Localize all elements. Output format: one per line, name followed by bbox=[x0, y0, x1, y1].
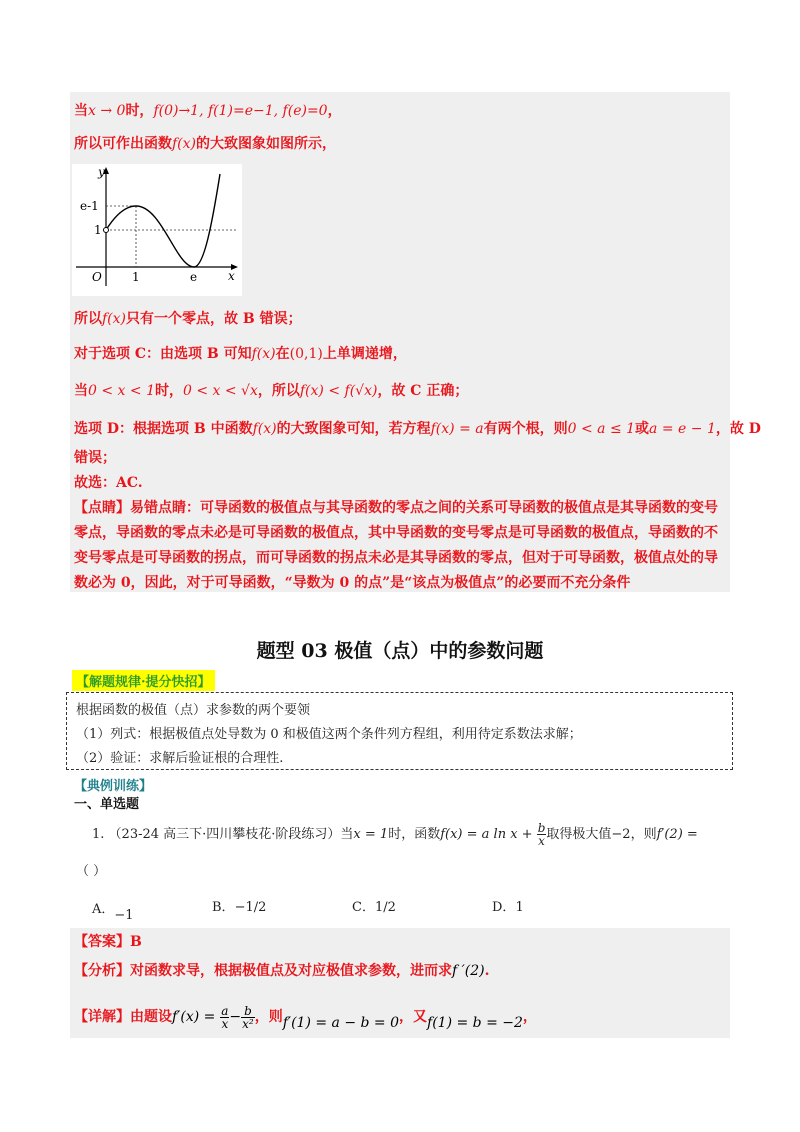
open-point bbox=[104, 228, 109, 233]
line-6: 选项 D：根据选项 B 中函数f(x)的大致图象可知，若方程f(x) = a有两个根，则0 < a ≤ 1或a = e − 1，故 D bbox=[74, 421, 761, 437]
tick-1-y: 1 bbox=[94, 223, 102, 237]
function-graph bbox=[72, 164, 242, 296]
detail-line: 【详解】由题设f′(x) = $\frac{a}{x}$ − $\frac{b}{\text{x²}}$ ，则f′(1) = a − b = 0，又f(1) = b = −2， bbox=[74, 1003, 537, 1031]
line-1: 当x → 0时，f(0)→1, f(1)=e−1, f(e)=0， bbox=[74, 103, 342, 119]
tip-line-1: 【点睛】易错点睛：可导函数的极值点与其导函数的零点之间的关系可导函数的极值点是其导函数的变号 bbox=[74, 500, 718, 516]
y-axis-label: y bbox=[98, 165, 105, 179]
fraction-b-over-x: $\frac{b}{x}$ bbox=[537, 821, 546, 848]
line-2: 所以可作出函数f(x)的大致图象如图所示， bbox=[74, 136, 337, 152]
option-a[interactable]: A．−1 bbox=[92, 902, 134, 923]
x-axis-label: x bbox=[228, 269, 235, 283]
origin-label: O bbox=[92, 270, 102, 284]
fraction-a-over-x: $\frac{a}{x}$ bbox=[221, 1003, 229, 1031]
tip-line-2: 零点，导函数的零点未必是可导函数的极值点，其中导函数的变号零点是可导函数的极值点，导函数的不 bbox=[74, 525, 718, 541]
question-1: 1. （23-24 高三下·四川攀枝花·阶段练习）当x = 1时，函数f(x) = a ln x + $\frac{b}{x}$ 取得极大值−2，则f′(2) = bbox=[92, 821, 698, 848]
section-heading: 一、单选题 bbox=[74, 797, 140, 812]
line-8: 故选：AC. bbox=[74, 475, 143, 491]
question-1-paren: （ ） bbox=[76, 864, 107, 879]
line-7: 错误； bbox=[74, 450, 116, 466]
tip-line-3: 变号零点是可导函数的拐点，而可导函数的拐点未必是其导函数的零点，但对于可导函数，极值点处的导 bbox=[74, 550, 718, 566]
tick-1-x: 1 bbox=[132, 270, 140, 284]
option-b[interactable]: B．−1/2 bbox=[212, 900, 267, 915]
rules-line-2: （1）列式：根据极值点处导数为 0 和极值这两个条件列方程组，利用待定系数法求解； bbox=[76, 727, 582, 742]
tick-e-x: e bbox=[190, 270, 198, 284]
fraction-b-over-x2: $\frac{b}{\text{x²}}$ bbox=[242, 1003, 254, 1031]
rules-line-1: 根据函数的极值（点）求参数的两个要领 bbox=[76, 703, 311, 718]
line-4: 对于选项 C：由选项 B 可知f(x)在(0,1)上单调递增， bbox=[74, 346, 407, 362]
tip-line-4: 数必为 0，因此，对于可导函数，“导数为 0 的点”是“该点为极值点”的必要而不充分条件 bbox=[74, 575, 631, 591]
tag-rules: 【解题规律·提分快招】 bbox=[72, 670, 215, 691]
option-c[interactable]: C．1/2 bbox=[352, 900, 396, 915]
answer-line: 【答案】B bbox=[74, 934, 142, 950]
page-title: 题型 03 极值（点）中的参数问题 bbox=[256, 640, 544, 662]
line-5: 当0 < x < 1时，0 < x < √x，所以f(x) < f(√x)，故 C 正确； bbox=[74, 383, 469, 399]
tag-examples: 【典例训练】 bbox=[74, 779, 153, 794]
line-3: 所以f(x)只有一个零点，故 B 错误； bbox=[74, 311, 302, 327]
rules-line-3: （2）验证：求解后验证根的合理性. bbox=[76, 751, 284, 766]
tick-e-minus-1: e-1 bbox=[80, 199, 99, 213]
option-d[interactable]: D．1 bbox=[492, 900, 524, 915]
analysis-line: 【分析】对函数求导，根据极值点及对应极值求参数，进而求f ′(2). bbox=[74, 963, 490, 979]
